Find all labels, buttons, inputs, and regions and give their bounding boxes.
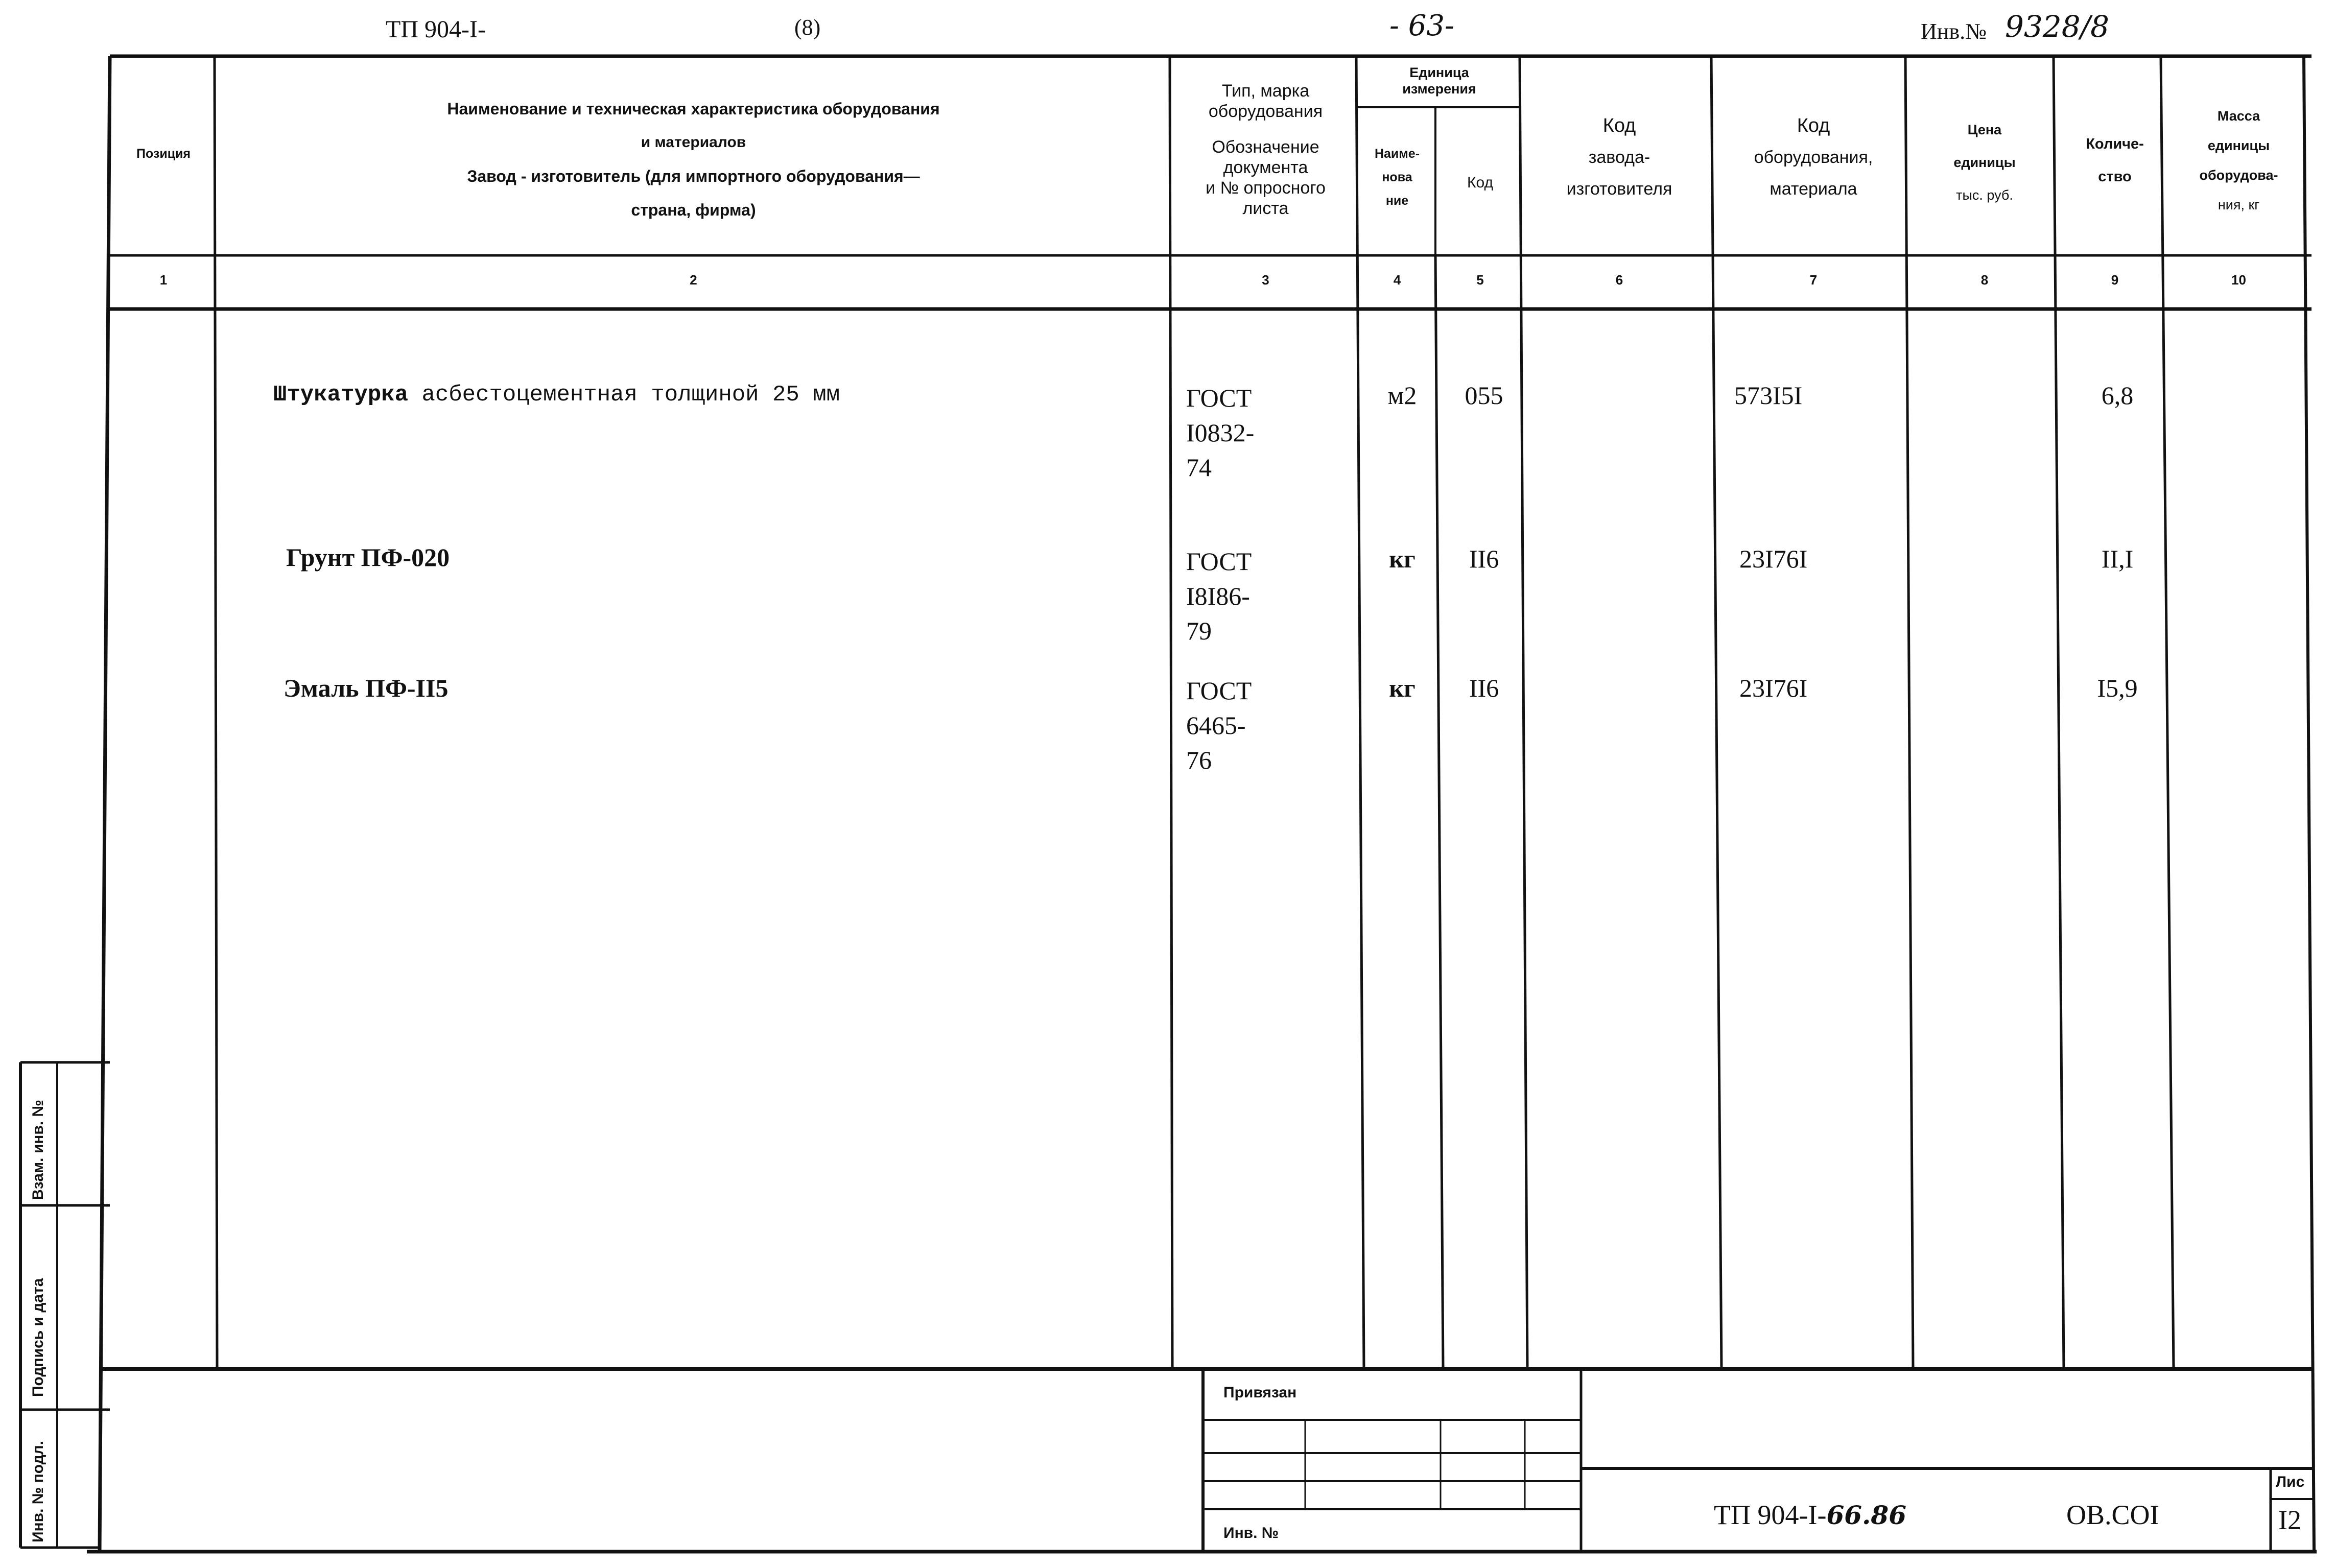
row-doc (1186, 381, 1254, 485)
row-unit: кг (1389, 674, 1416, 702)
column-number-8: 8 (1980, 272, 1989, 288)
header-factory-line1: Код (1602, 115, 1636, 136)
sheet-number: I2 (2278, 1505, 2301, 1535)
column-number-9: 9 (2111, 272, 2119, 288)
document-code (1714, 1499, 1906, 1531)
header-unit-line2: измерения (1402, 81, 1476, 97)
header-unit-code: Код (1467, 174, 1493, 191)
document-code-hand: 66.86 (1826, 1500, 1907, 1530)
header-name-line2: и материалов (641, 134, 746, 151)
header-mass-line3: оборудова- (2199, 168, 2278, 183)
header-name (217, 92, 1170, 227)
header-unit-group (1359, 64, 1520, 97)
header-quantity (2061, 128, 2168, 193)
header-position: Позиция (136, 147, 191, 161)
column-number-2: 2 (690, 272, 697, 288)
header-price-line1: Цена (1967, 122, 2002, 137)
stamp-replacement-inv: Взам. инв. № (30, 1100, 46, 1200)
sheet-label: Лис (2276, 1474, 2305, 1490)
bottom-inv-label: Инв. № (1223, 1525, 1279, 1541)
column-number-1: 1 (159, 272, 168, 288)
header-material-code (1719, 110, 1908, 205)
header-name-line1: Наименование и техническая характеристика оборудования (447, 100, 940, 118)
header-doc-line4: листа (1242, 199, 1289, 218)
header-name-line4: страна, фирма) (631, 201, 756, 219)
inv-number: 9328/8 (2005, 9, 2110, 44)
row-name-rest: асбестоцементная толщиной 25 мм (408, 382, 840, 408)
header-mass (2168, 101, 2309, 220)
header-type-line2: оборудования (1208, 102, 1323, 121)
tied-label: Привязан (1223, 1384, 1297, 1401)
header-type-line1: Тип, марка (1221, 81, 1310, 101)
row-unit: м2 (1387, 381, 1417, 410)
row-unit-code: II6 (1469, 674, 1499, 702)
header-doc-line1: Обозначение (1212, 137, 1319, 157)
header-quantity-line2: ство (2098, 169, 2132, 185)
header-unit-name-line1: Наиме- (1374, 147, 1420, 161)
header-quantity-line1: Количе- (2086, 136, 2144, 152)
header-unit-name (1359, 142, 1435, 212)
column-number-3: 3 (1262, 272, 1269, 288)
row-name (273, 382, 840, 408)
header-doc-line3: и № опросного (1206, 178, 1326, 198)
header-name-line3: Завод - изготовитель (для импортного оборудования— (467, 167, 920, 185)
header-factory-line2: завода- (1588, 148, 1650, 167)
column-number-5: 5 (1476, 272, 1484, 288)
column-number-4: 4 (1393, 272, 1401, 288)
row-quantity: II,I (2101, 544, 2134, 573)
header-mass-line1: Масса (2217, 108, 2260, 124)
header-mass-line2: единицы (2207, 138, 2270, 153)
header-material-line1: Код (1797, 115, 1830, 136)
header-mass-line4: ния, кг (2218, 197, 2260, 212)
row-material-code: 573I5I (1734, 381, 1803, 410)
row-unit: кг (1389, 544, 1416, 573)
page-number: - 63- (1389, 9, 1454, 42)
row-name-bold: Штукатурка (273, 382, 409, 408)
row-quantity: I5,9 (2097, 674, 2138, 702)
header-factory-code (1525, 110, 1714, 205)
row-name-bold: Эмаль ПФ-II5 (284, 674, 449, 702)
header-factory-line3: изготовителя (1566, 179, 1672, 199)
header-material-line2: оборудования, (1754, 148, 1873, 167)
top-left-code: ТП 904-I- (386, 16, 486, 43)
row-doc (1186, 673, 1252, 777)
row-material-code: 23I76I (1739, 674, 1808, 702)
stamp-signature-date: Подпись и дата (30, 1278, 46, 1397)
column-number-7: 7 (1809, 272, 1818, 288)
header-unit-name-line3: ние (1385, 194, 1409, 208)
header-unit-line1: Единица (1409, 65, 1469, 80)
header-material-line3: материала (1770, 179, 1857, 199)
header-price-line2: единицы (1953, 155, 2016, 170)
column-number-10: 10 (2231, 272, 2246, 288)
row-unit-code: 055 (1465, 381, 1503, 410)
column-number-6: 6 (1615, 272, 1623, 288)
sheet-index: (8) (794, 15, 821, 40)
document-suffix: ОВ.СОI (2066, 1500, 2159, 1530)
row-name-bold: Грунт ПФ-020 (286, 543, 450, 572)
header-doc-line2: документа (1223, 158, 1308, 177)
stamp-original-inv: Инв. № подл. (30, 1440, 46, 1542)
row-name (284, 673, 448, 703)
row-doc (1186, 544, 1252, 648)
row-doc-line1: ГОСТ (1186, 547, 1252, 576)
document-code-prefix: ТП 904-I- (1714, 1500, 1827, 1530)
row-doc-line2: 6465-76 (1186, 711, 1246, 774)
header-unit-name-line2: нова (1382, 170, 1412, 184)
header-price (1911, 113, 2059, 211)
row-name (286, 542, 450, 572)
row-unit-code: II6 (1469, 544, 1499, 573)
header-price-line3: тыс. руб. (1956, 187, 2013, 203)
inv-label: Инв.№ (1921, 19, 1987, 44)
row-quantity: 6,8 (2101, 381, 2134, 410)
header-type-doc (1172, 81, 1359, 219)
row-doc-line1: ГОСТ (1186, 384, 1252, 412)
row-doc-line1: ГОСТ (1186, 676, 1252, 705)
row-doc-line2: I8I86-79 (1186, 582, 1250, 645)
row-material-code: 23I76I (1739, 544, 1808, 573)
row-doc-line2: I0832-74 (1186, 418, 1255, 482)
